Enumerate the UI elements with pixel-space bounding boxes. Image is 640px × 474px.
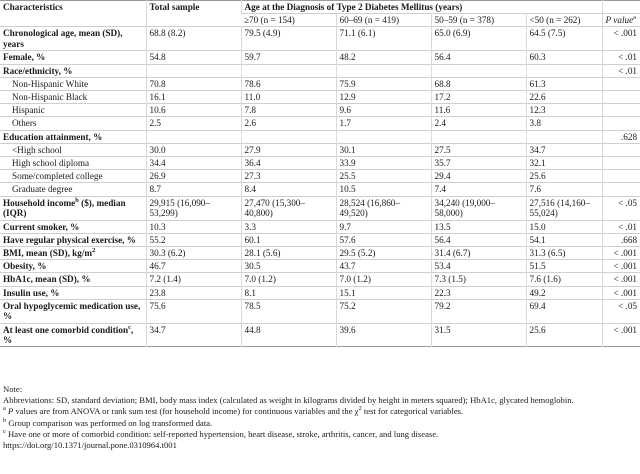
row-label: Current smoker, % — [3, 221, 80, 232]
header-age-60-69: 60–69 (n = 419) — [336, 14, 431, 27]
cell-age-50-59: 22.3 — [431, 286, 526, 299]
cell-age-70plus: 27,470 (15,300–40,800) — [241, 196, 336, 220]
cell-age-60-69: 33.9 — [336, 157, 431, 170]
table-row — [0, 247, 640, 260]
table-row — [0, 196, 640, 220]
table-row — [0, 64, 640, 77]
cell-age-70plus: 30.5 — [241, 260, 336, 273]
cell-p-value — [602, 104, 640, 117]
cell-p-value: < .001 — [602, 247, 640, 260]
cell-age-50-59: 2.4 — [431, 117, 526, 130]
row-label: Oral hypoglycemic medication use, % — [3, 300, 141, 322]
cell-total: 8.7 — [146, 183, 241, 196]
cell-age-60-69: 12.9 — [336, 91, 431, 104]
doi-link[interactable]: https://doi.org/10.1371/journal.pone.0310964.t001 — [3, 440, 177, 451]
table-row — [0, 233, 640, 246]
cell-age-50-59: 27.5 — [431, 143, 526, 156]
cell-age-50-59: 13.5 — [431, 220, 526, 233]
table-row — [0, 91, 640, 104]
cell-age-70plus: 7.8 — [241, 104, 336, 117]
table-row — [0, 77, 640, 90]
cell-age-50-59 — [431, 130, 526, 143]
cell-p-value: < .001 — [602, 260, 640, 273]
cell-age-under50: 7.6 — [526, 183, 602, 196]
cell-total — [146, 64, 241, 77]
cell-age-under50: 31.3 (6.5) — [526, 247, 602, 260]
cell-age-50-59: 56.4 — [431, 51, 526, 64]
cell-age-60-69: 57.6 — [336, 233, 431, 246]
cell-p-value: < .001 — [602, 273, 640, 286]
cell-age-60-69: 1.7 — [336, 117, 431, 130]
cell-age-under50: 69.4 — [526, 299, 602, 323]
cell-total: 2.5 — [146, 117, 241, 130]
cell-age-under50: 7.6 (1.6) — [526, 273, 602, 286]
cell-total: 10.6 — [146, 104, 241, 117]
cell-total: 16.1 — [146, 91, 241, 104]
cell-age-70plus: 11.0 — [241, 91, 336, 104]
cell-age-under50: 61.3 — [526, 77, 602, 90]
cell-age-60-69: 48.2 — [336, 51, 431, 64]
cell-age-under50: 32.1 — [526, 157, 602, 170]
cell-age-70plus — [241, 64, 336, 77]
table-row — [0, 143, 640, 156]
cell-age-60-69 — [336, 130, 431, 143]
header-blank — [602, 1, 640, 14]
table-row — [0, 323, 640, 346]
cell-total: 68.8 (8.2) — [146, 27, 241, 51]
cell-age-under50: 64.5 (7.5) — [526, 27, 602, 51]
cell-age-under50: 25.6 — [526, 323, 602, 346]
cell-age-50-59 — [431, 64, 526, 77]
cell-age-70plus: 78.5 — [241, 299, 336, 323]
cell-age-under50: 49.2 — [526, 286, 602, 299]
row-label: <High school — [12, 144, 62, 155]
cell-age-under50: 15.0 — [526, 220, 602, 233]
table-footnotes — [3, 384, 637, 451]
cell-age-60-69: 7.0 (1.2) — [336, 273, 431, 286]
cell-total: 34.7 — [146, 323, 241, 346]
row-label: At least one comorbid condition$^c$, % — [3, 323, 134, 346]
cell-total: 55.2 — [146, 233, 241, 246]
cell-p-value: < .001 — [602, 323, 640, 346]
cell-age-50-59: 7.4 — [431, 183, 526, 196]
cell-age-70plus — [241, 130, 336, 143]
table-row — [0, 260, 640, 273]
cell-age-70plus: 7.0 (1.2) — [241, 273, 336, 286]
cell-total: 26.9 — [146, 170, 241, 183]
header-age-70plus: ≥70 (n = 154) — [244, 15, 295, 26]
cell-p-value: < .001 — [602, 27, 640, 51]
cell-age-70plus: 27.9 — [241, 143, 336, 156]
cell-p-value — [602, 183, 640, 196]
cell-p-value — [602, 157, 640, 170]
cell-p-value: < .01 — [602, 64, 640, 77]
header-age-group: Age at the Diagnosis of Type 2 Diabetes Mellitus (years) — [241, 1, 602, 14]
cell-age-under50: 27,516 (14,160–55,024) — [526, 196, 602, 220]
cell-total: 23.8 — [146, 286, 241, 299]
row-label: Others — [12, 118, 37, 129]
cell-age-under50: 3.8 — [526, 117, 602, 130]
cell-p-value: < .05 — [602, 196, 640, 220]
cell-total — [146, 130, 241, 143]
cell-age-50-59: 31.4 (6.7) — [431, 247, 526, 260]
cell-p-value: .628 — [602, 130, 640, 143]
table-row — [0, 51, 640, 64]
cell-total: 7.2 (1.4) — [146, 273, 241, 286]
header-characteristics: Characteristics — [3, 2, 63, 12]
cell-p-value: < .05 — [602, 299, 640, 323]
cell-age-50-59: 31.5 — [431, 323, 526, 346]
table-row — [0, 157, 640, 170]
cell-age-50-59: 29.4 — [431, 170, 526, 183]
cell-age-70plus: 3.3 — [241, 220, 336, 233]
footnote-c: $^c$ Have one or more of comorbid condition: self-reported hypertension, heart disease, stroke, arthritis, cancer, and lung disease. — [3, 427, 439, 439]
cell-age-60-69: 9.6 — [336, 104, 431, 117]
cell-age-70plus: 36.4 — [241, 157, 336, 170]
cell-total: 34.4 — [146, 157, 241, 170]
cell-total: 75.6 — [146, 299, 241, 323]
table-row — [0, 299, 640, 323]
cell-age-50-59: 11.6 — [431, 104, 526, 117]
cell-age-60-69: 28,524 (16,860–49,520) — [336, 196, 431, 220]
row-label: Have regular physical exercise, % — [3, 234, 136, 245]
row-label: BMI, mean (SD), $kg/m^2$ — [3, 246, 96, 259]
row-label: Graduate degree — [12, 184, 73, 195]
cell-age-70plus: 44.8 — [241, 323, 336, 346]
table-row — [0, 130, 640, 143]
cell-p-value: < .001 — [602, 286, 640, 299]
cell-age-70plus: 79.5 (4.9) — [241, 27, 336, 51]
cell-total: 70.8 — [146, 77, 241, 90]
header-p-value: P value$^a$ — [602, 14, 640, 27]
row-label: Insulin use, % — [3, 287, 60, 298]
table-row — [0, 104, 640, 117]
cell-age-60-69: 29.5 (5.2) — [336, 247, 431, 260]
cell-age-60-69: 10.5 — [336, 183, 431, 196]
cell-p-value: < .01 — [602, 51, 640, 64]
cell-age-under50: 51.5 — [526, 260, 602, 273]
note-title: Note: — [3, 384, 23, 394]
table-row — [0, 220, 640, 233]
cell-age-50-59: 56.4 — [431, 233, 526, 246]
cell-age-70plus: 28.1 (5.6) — [241, 247, 336, 260]
cell-age-under50 — [526, 130, 602, 143]
table-row — [0, 273, 640, 286]
note-abbreviations: Abbreviations: SD, standard deviation; BMI, body mass index (calculated as weight in kilograms divided by height in meters squared); HbA1c, glycated hemoglobin. — [3, 395, 574, 406]
cell-age-under50: 12.3 — [526, 104, 602, 117]
row-label: Non-Hispanic White — [12, 78, 89, 89]
cell-total: 10.3 — [146, 220, 241, 233]
cell-total: 30.0 — [146, 143, 241, 156]
cell-age-50-59: 35.7 — [431, 157, 526, 170]
cell-age-under50: 54.1 — [526, 233, 602, 246]
cell-age-under50 — [526, 64, 602, 77]
cell-age-50-59: 79.2 — [431, 299, 526, 323]
cell-total: 54.8 — [146, 51, 241, 64]
cell-p-value — [602, 170, 640, 183]
footnote-b: $^b$ Group comparison was performed on log transformed data. — [3, 416, 213, 428]
row-label: Obesity, % — [3, 261, 47, 272]
cell-age-50-59: 68.8 — [431, 77, 526, 90]
table-row — [0, 117, 640, 130]
cell-age-60-69: 25.5 — [336, 170, 431, 183]
cell-age-50-59: 65.0 (6.9) — [431, 27, 526, 51]
row-label: Non-Hispanic Black — [12, 92, 88, 103]
cell-age-under50: 60.3 — [526, 51, 602, 64]
cell-age-60-69: 75.2 — [336, 299, 431, 323]
cell-age-50-59: 34,240 (19,000–58,000) — [431, 196, 526, 220]
cell-age-50-59: 7.3 (1.5) — [431, 273, 526, 286]
row-label: Household income$^b$ ($), median (IQR) — [3, 196, 126, 218]
row-label: Female, % — [3, 52, 46, 63]
cell-p-value — [602, 117, 640, 130]
row-label: Some/completed college — [12, 171, 103, 182]
cell-age-60-69: 43.7 — [336, 260, 431, 273]
row-label: Education attainment, % — [3, 131, 103, 142]
cell-age-70plus: 27.3 — [241, 170, 336, 183]
cell-p-value — [602, 143, 640, 156]
cell-age-70plus: 60.1 — [241, 233, 336, 246]
table-row — [0, 183, 640, 196]
row-label: Hispanic — [12, 105, 45, 116]
row-label: High school diploma — [12, 158, 90, 169]
table-row — [0, 286, 640, 299]
cell-total: 29,915 (16,090–53,299) — [146, 196, 241, 220]
cell-age-70plus: 8.4 — [241, 183, 336, 196]
cell-p-value — [602, 77, 640, 90]
cell-p-value: .668 — [602, 233, 640, 246]
row-label: Chronological age, mean (SD), years — [3, 28, 123, 49]
cell-p-value: < .01 — [602, 220, 640, 233]
row-label: HbA1c, mean (SD), % — [3, 274, 91, 285]
footnote-a: $^a$ P values are from ANOVA or rank sum test (for household income) for continuous variables and the $\chi^2$ test for categorical variables. — [3, 405, 464, 417]
cell-age-70plus: 78.6 — [241, 77, 336, 90]
cell-age-60-69: 75.9 — [336, 77, 431, 90]
header-age-50-59: 50–59 (n = 378) — [431, 14, 526, 27]
header-age-under50: <50 (n = 262) — [526, 14, 602, 27]
cell-age-under50: 25.6 — [526, 170, 602, 183]
table-row — [0, 170, 640, 183]
cell-total: 30.3 (6.2) — [146, 247, 241, 260]
cell-age-60-69: 30.1 — [336, 143, 431, 156]
cell-age-60-69: 71.1 (6.1) — [336, 27, 431, 51]
cell-age-70plus: 59.7 — [241, 51, 336, 64]
cell-age-60-69: 9.7 — [336, 220, 431, 233]
cell-age-70plus: 8.1 — [241, 286, 336, 299]
cell-age-50-59: 17.2 — [431, 91, 526, 104]
cell-age-under50: 22.6 — [526, 91, 602, 104]
cell-age-60-69: 15.1 — [336, 286, 431, 299]
cell-p-value — [602, 91, 640, 104]
cell-age-60-69: 39.6 — [336, 323, 431, 346]
cell-total: 46.7 — [146, 260, 241, 273]
header-total-sample: Total sample — [146, 1, 241, 27]
cell-age-60-69 — [336, 64, 431, 77]
cell-age-50-59: 53.4 — [431, 260, 526, 273]
cell-age-70plus: 2.6 — [241, 117, 336, 130]
row-label: Race/ethnicity, % — [3, 65, 73, 76]
cell-age-under50: 34.7 — [526, 143, 602, 156]
table-row — [0, 27, 640, 51]
